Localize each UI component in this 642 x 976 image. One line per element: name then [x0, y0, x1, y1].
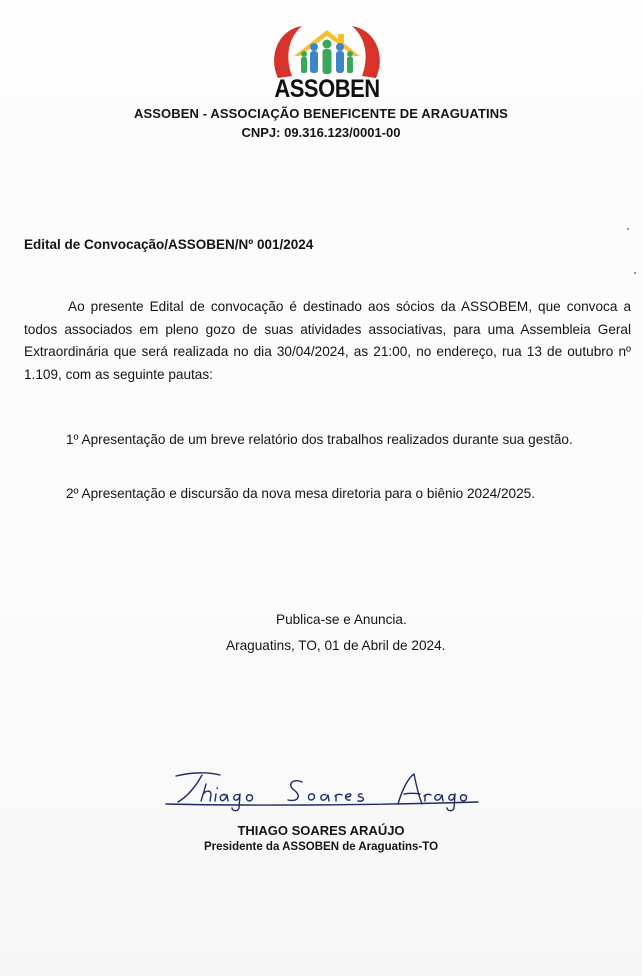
- handwritten-signature: [162, 764, 482, 814]
- organization-cnpj: CNPJ: 09.316.123/0001-00: [241, 125, 401, 140]
- agenda-item-2: 2º Apresentação e discursão da nova mesa diretoria para o biênio 2024/2025.: [66, 486, 535, 501]
- scan-speck: [634, 272, 636, 274]
- publication-note: Publica-se e Anuncia.: [276, 612, 407, 627]
- body-paragraph-text: Ao presente Edital de convocação é destinado aos sócios da ASSOBEM, que convoca a todos associados em pleno gozo de suas atividades associativas, para uma Assembleia Geral Extraordinária que será realizada no dia 30/04/2024, as 21:00, no endereço, rua 13 de outubro nº 1.109, com as seguinte pautas:: [24, 299, 631, 382]
- body-paragraph: [24, 296, 631, 386]
- logo-wordmark: ASSOBEN: [274, 74, 380, 103]
- assoben-logo: [268, 20, 386, 106]
- organization-name: ASSOBEN - ASSOCIAÇÃO BENEFICENTE DE ARAGUATINS: [134, 106, 508, 121]
- edital-title: Edital de Convocação/ASSOBEN/Nº 001/2024: [24, 237, 314, 252]
- agenda-item-1: 1º Apresentação de um breve relatório dos trabalhos realizados durante sua gestão.: [66, 432, 573, 447]
- signer-name: THIAGO SOARES ARAÚJO: [237, 823, 405, 838]
- signer-role: Presidente da ASSOBEN de Araguatins-TO: [203, 841, 439, 853]
- scan-speck: [627, 228, 629, 230]
- place-and-date: Araguatins, TO, 01 de Abril de 2024.: [226, 638, 446, 653]
